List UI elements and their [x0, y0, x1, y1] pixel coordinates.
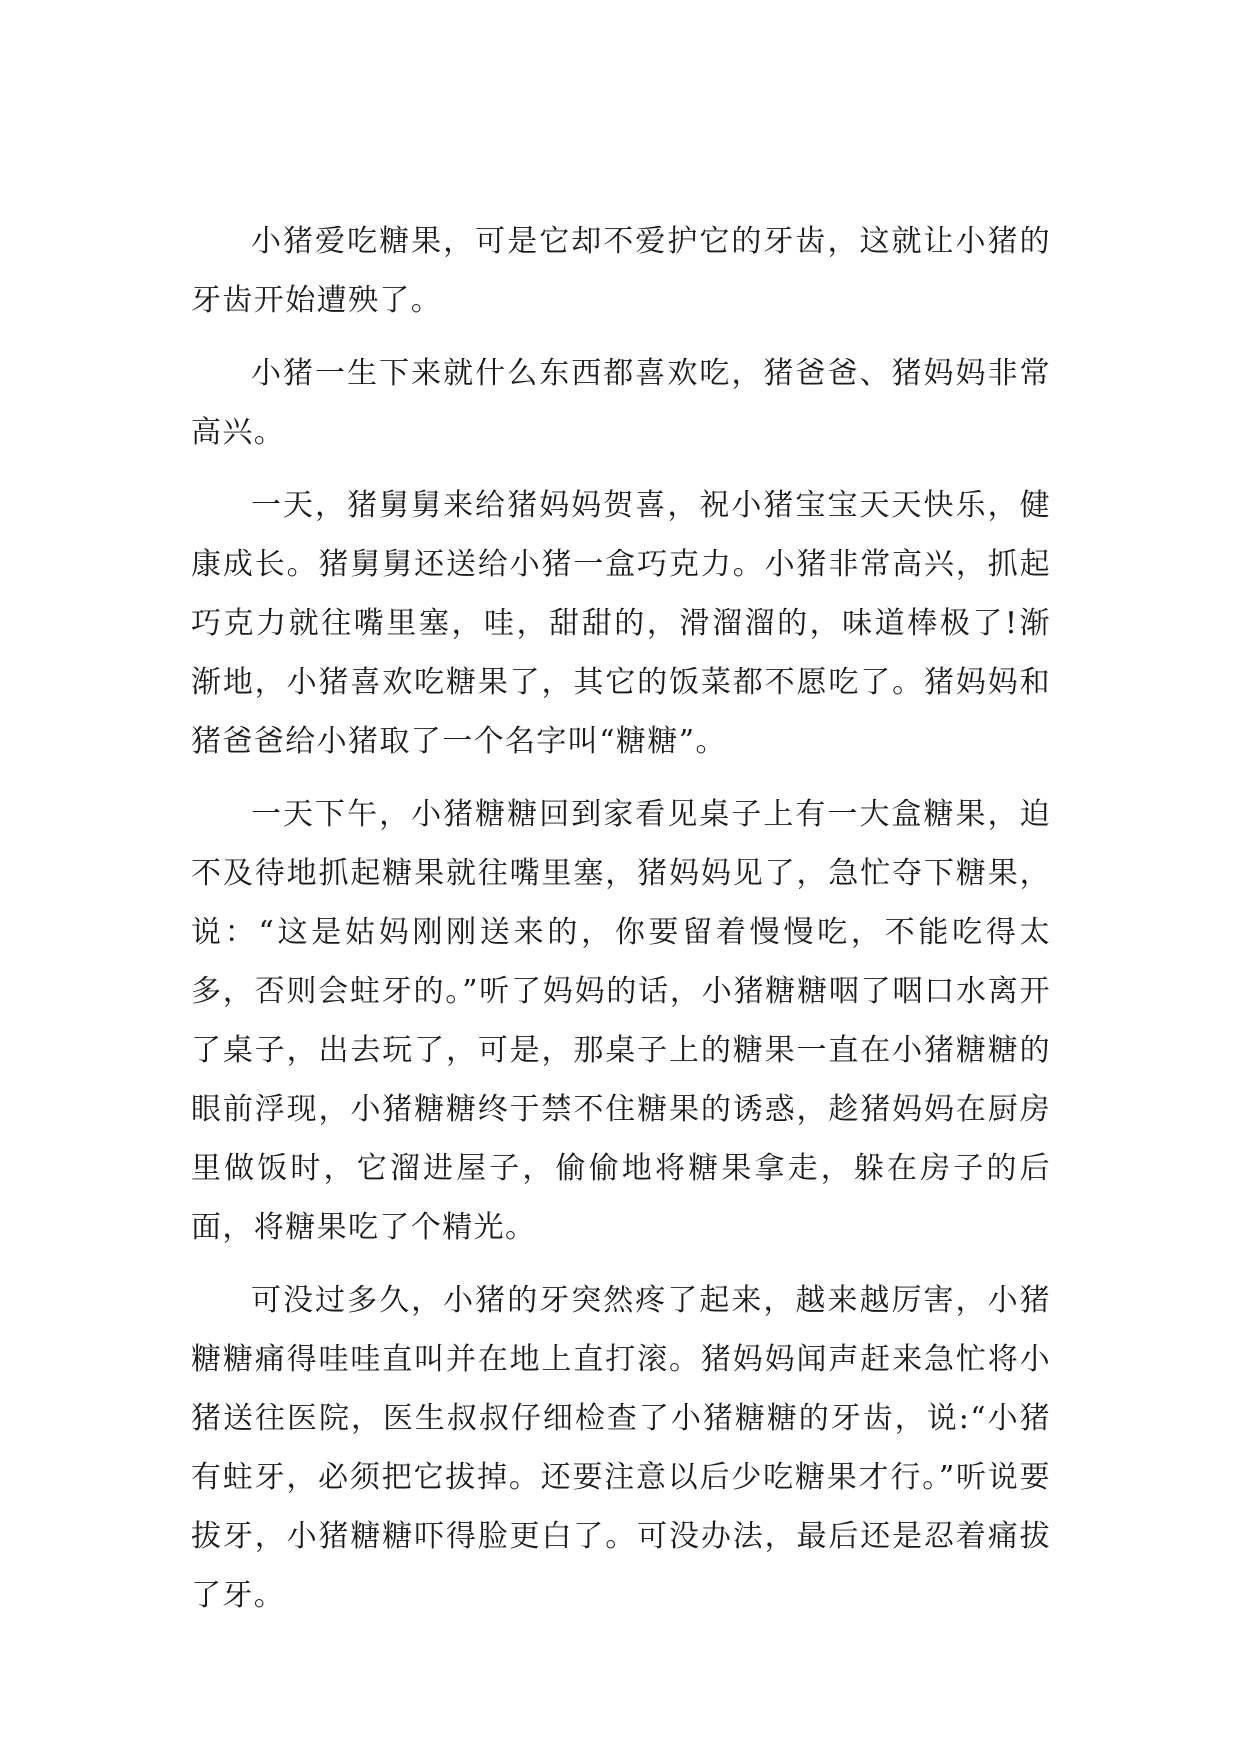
paragraph-4: 一天下午，小猪糖糖回到家看见桌子上有一大盒糖果，迫不及待地抓起糖果就往嘴里塞，猪妈妈见了，急忙夺下糖果，说：“这是姑妈刚刚送来的，你要留着慢慢吃，不能吃得太多，否则会蛀牙的。”听了妈妈的话，小猪糖糖咽了咽口水离开了桌子，出去玩了，可是，那桌子上的糖果一直在小猪糖糖的眼前浮现，小猪糖糖终于禁不住糖果的诱惑，趁猪妈妈在厨房里做饭时，它溜进屋子，偷偷地将糖果拿走，躲在房子的后面，将糖果吃了个精光。	[191, 797, 1051, 1245]
paragraph-2: 小猪一生下来就什么东西都喜欢吃，猪爸爸、猪妈妈非常高兴。	[191, 356, 1051, 450]
paragraph-5: 可没过多久，小猪的牙突然疼了起来，越来越厉害，小猪糖糖痛得哇哇直叫并在地上直打滚。猪妈妈闻声赶来急忙将小猪送往医院，医生叔叔仔细检查了小猪糖糖的牙齿，说:“小猪有蛀牙，必须把它拔掉。还要注意以后少吃糖果才行。”听说要拔牙，小猪糖糖吓得脸更白了。可没办法，最后还是忍着痛拔了牙。	[191, 1283, 1051, 1613]
paragraph-3: 一天，猪舅舅来给猪妈妈贺喜，祝小猪宝宝天天快乐，健康成长。猪舅舅还送给小猪一盒巧克力。小猪非常高兴，抓起巧克力就往嘴里塞，哇，甜甜的，滑溜溜的，味道棒极了!渐渐地，小猪喜欢吃糖果了，其它的饭菜都不愿吃了。猪妈妈和猪爸爸给小猪取了一个名字叫“糖糖”。	[191, 488, 1051, 759]
document-body	[191, 212, 1051, 1639]
paragraph-1: 小猪爱吃糖果，可是它却不爱护它的牙齿，这就让小猪的牙齿开始遭殃了。	[191, 224, 1051, 318]
